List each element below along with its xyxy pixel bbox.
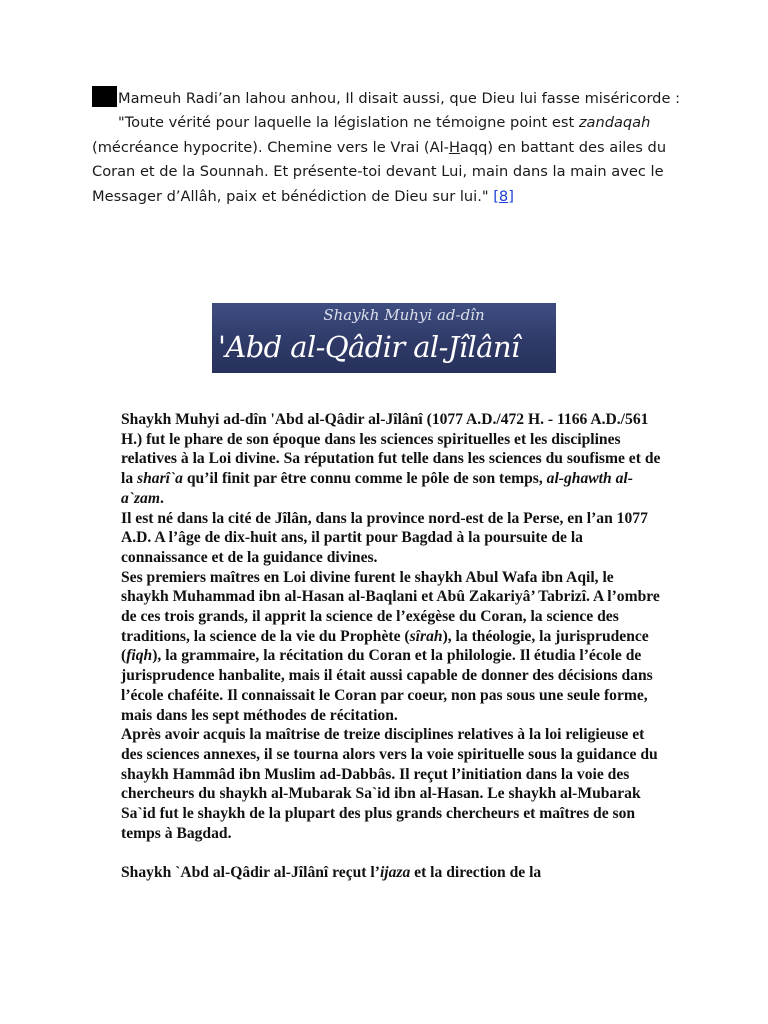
italic-term: sharî`a bbox=[137, 470, 183, 488]
biography-text bbox=[121, 410, 661, 883]
paragraph-gap bbox=[121, 843, 661, 863]
text-run: ), la grammaire, la récitation du Coran et la philologie. Il étudia l’école de jurisprudence hanbalite, mais il était aussi capable de donner des décisions dans l’école chaféite. Il connaissait le Coran par coeur, non pas sous une seule forme, mais dans les sept méthodes de récitation. bbox=[121, 647, 653, 724]
italic-term: al-ghawth al-a`zam bbox=[121, 470, 633, 507]
text-run: . bbox=[159, 489, 164, 507]
paragraph: Après avoir acquis la maîtrise de treize disciplines relatives à la loi religieuse et des sciences annexes, il se tourna alors vers la voie spirituelle sous la guidance du shaykh Hammâd ibn Muslim ad-Dabbâs. Il reçut l’initiation dans la voie des chercheurs du shaykh al-Mubarak Sa`id ibn al-Hasan. Le shaykh al-Mubarak Sa`id fut le shaykh de la plupart des plus grands chercheurs et maîtres de son temps à Bagdad. bbox=[121, 726, 658, 842]
banner-subtitle: Shaykh Muhyi ad-dîn bbox=[323, 306, 485, 324]
banner-title: 'Abd al-Qâdir al-Jîlânî bbox=[218, 330, 520, 364]
text-run: Shaykh `Abd al-Qâdir al-Jîlânî reçut l’ bbox=[121, 864, 380, 882]
quote-text: "Toute vérité pour laquelle la législation ne témoigne point est bbox=[118, 114, 579, 132]
quote-underlined-letter: H bbox=[448, 138, 460, 156]
intro-first-line: Mameuh Radi’an lahou anhou, Il disait aussi, que Dieu lui fasse miséricorde : bbox=[118, 90, 680, 107]
quote-italic-term: zandaqah bbox=[578, 114, 651, 132]
paragraph bbox=[121, 410, 661, 509]
quote-text: (mécréance hypocrite). Chemine vers le Vrai (Al- bbox=[92, 138, 449, 156]
italic-term: sîrah bbox=[409, 627, 443, 645]
title-banner bbox=[212, 303, 556, 373]
italic-term: fiqh bbox=[126, 647, 153, 665]
footnote-link[interactable]: [8] bbox=[493, 187, 514, 205]
text-run: Ses premiers maîtres en Loi divine furent le shaykh Abul Wafa ibn Aqil, le shaykh Muhammad ibn al-Hasan al-Baqlani et Abû Zakariyâ’ Tabrizî. A l’ombre de ces trois grands, il apprit la science de l’exégèse du Coran, la science des traditions, la science de la vie du Prophète ( bbox=[121, 568, 660, 645]
text-run: Shaykh Muhyi ad-dîn 'Abd al-Qâdir al-Jîlânî (1077 A.D./472 H. - 1166 A.D./561 H.) fut le phare de son époque dans les sciences spirituelles et les disciplines relatives à la Loi divine. Sa réputation fut telle dans les sciences du soufisme et de la bbox=[121, 411, 661, 488]
intro-paragraph bbox=[92, 86, 692, 209]
text-run: qu’il finit par être connu comme le pôle de son temps, bbox=[182, 470, 547, 488]
italic-term: ijaza bbox=[379, 864, 411, 882]
text-run: et la direction de la bbox=[410, 864, 542, 882]
quote-text: aqq) en battant des ailes du Coran et de la Sounnah. Et présente-toi devant Lui, main dans la main avec le Messager d’Allâh, paix et bénédiction de Dieu sur lui." bbox=[92, 138, 667, 205]
paragraph: Il est né dans la cité de Jîlân, dans la province nord-est de la Perse, en l’an 1077 A.D. A l’âge de dix-huit ans, il partit pour Bagdad à la poursuite de la connaissance et de la guidance divines. bbox=[121, 509, 648, 566]
paragraph bbox=[121, 568, 661, 726]
text-run: ), la théologie, la jurisprudence ( bbox=[121, 627, 649, 665]
paragraph bbox=[121, 863, 661, 883]
redaction-block bbox=[92, 86, 117, 107]
